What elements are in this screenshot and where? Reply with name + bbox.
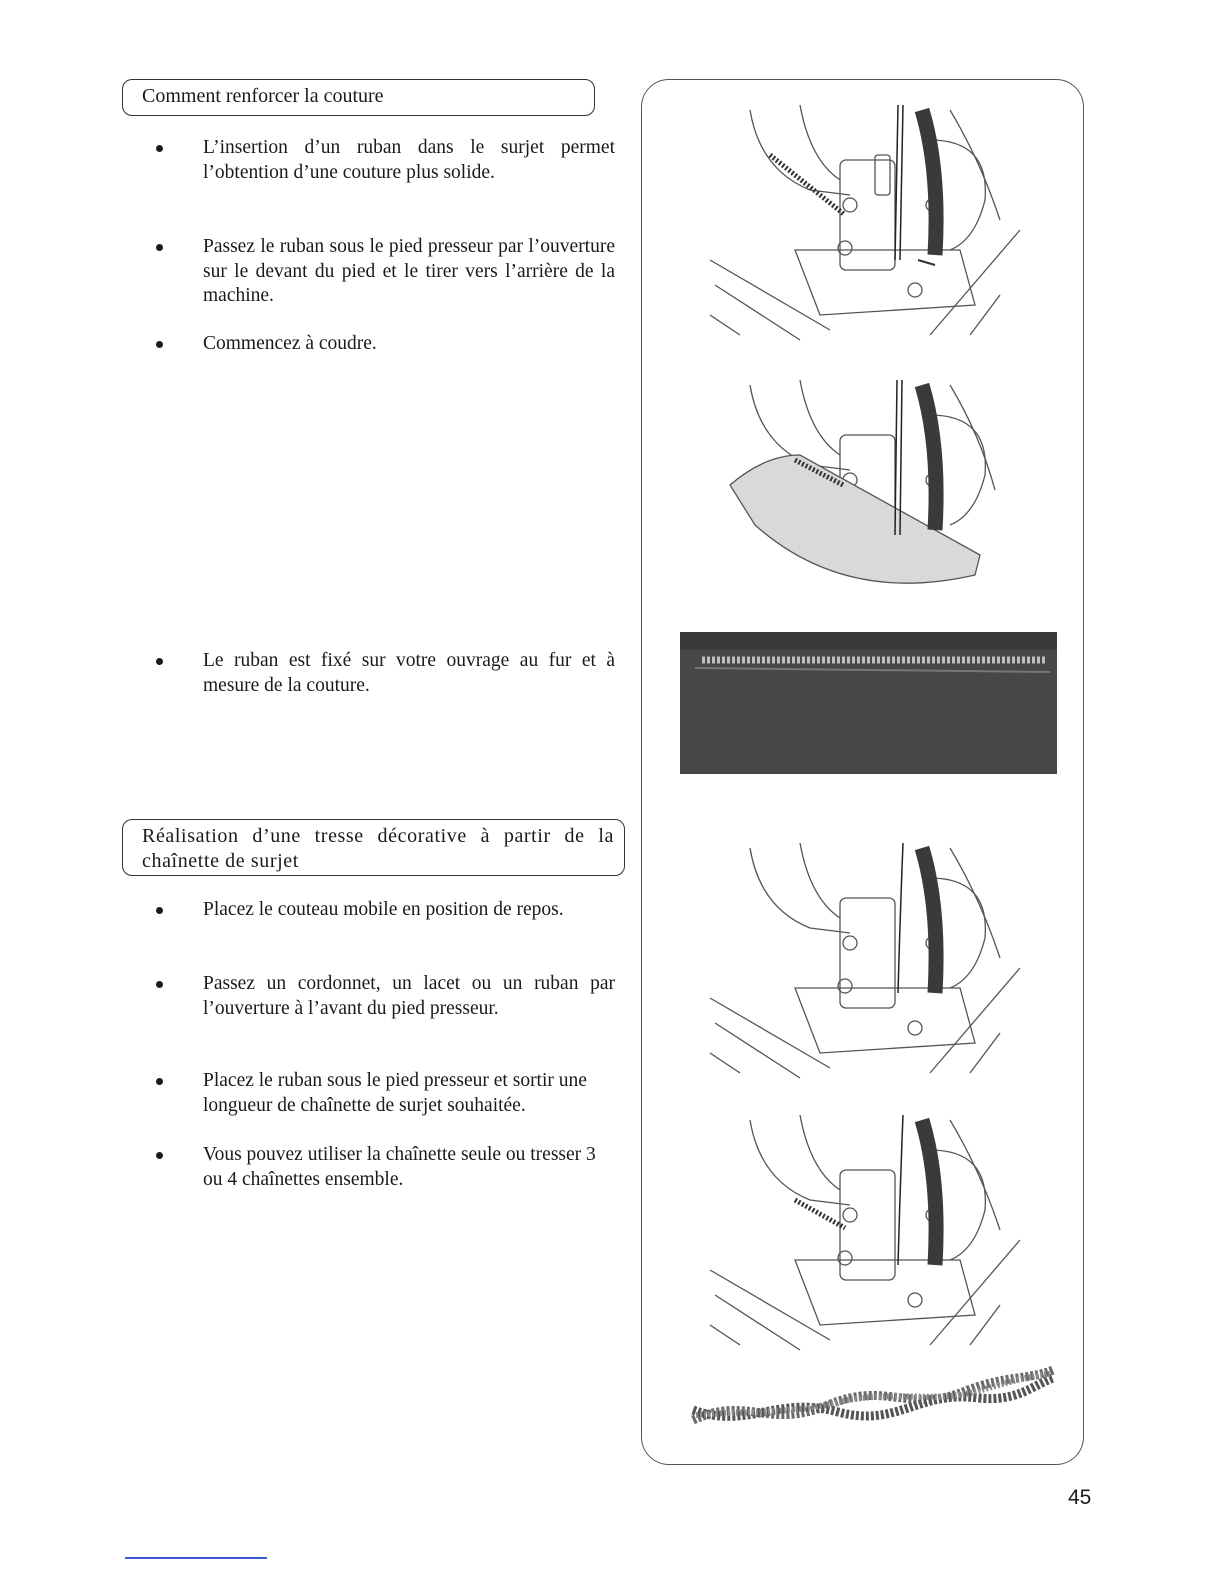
thread-chain-illustration [700,1110,1030,1355]
list-item [150,1069,615,1118]
bullet-icon [156,907,163,914]
page-number: 45 [1068,1486,1092,1509]
bullet-icon [156,981,163,988]
bullet-icon [156,658,163,665]
bullet-icon [156,145,163,152]
bullet-icon [156,1152,163,1159]
sewing-fabric-illustration [725,375,1025,605]
list-item-text: Placez le ruban sous le pied presseur et sortir une longueur de chaînette de surjet souhaitée. [203,1070,587,1116]
section-heading-text: Réalisation d’une tresse décorative à partir de la chaînette de surjet [142,825,614,872]
list-item [150,235,615,309]
bullet-icon [156,341,163,348]
list-item-text: Commencez à coudre. [203,333,377,354]
bullet-icon [156,1078,163,1085]
cord-through-foot-illustration [700,838,1030,1083]
bullet-icon [156,244,163,251]
footer-line [125,1557,267,1559]
list-item [150,649,615,698]
list-item-text: Passez un cordonnet, un lacet ou un ruban par l’ouverture à l’avant du pied presseur. [203,973,615,1019]
list-item-text: Placez le couteau mobile en position de repos. [203,899,564,920]
list-item [150,1143,615,1192]
list-item-text: Passez le ruban sous le pied presseur par l’ouverture sur le devant du pied et le tirer vers l’arrière de la machine. [203,236,615,306]
list-item [150,972,615,1021]
section-heading-braid [122,819,625,876]
tape-seam-photo [680,632,1057,774]
list-item [150,136,615,185]
list-item [150,332,615,357]
braid-illustration [688,1360,1060,1435]
list-item-text: Le ruban est fixé sur votre ouvrage au fur et à mesure de la couture. [203,650,615,696]
section-heading-text: Comment renforcer la couture [142,85,384,107]
list-item [150,898,615,923]
section-heading-reinforce [122,79,595,116]
list-item-text: L’insertion d’un ruban dans le surjet permet l’obtention d’une couture plus solide. [203,137,615,183]
presser-foot-tape-illustration [700,100,1030,345]
list-item-text: Vous pouvez utiliser la chaînette seule ou tresser 3 ou 4 chaînettes ensemble. [203,1144,596,1190]
